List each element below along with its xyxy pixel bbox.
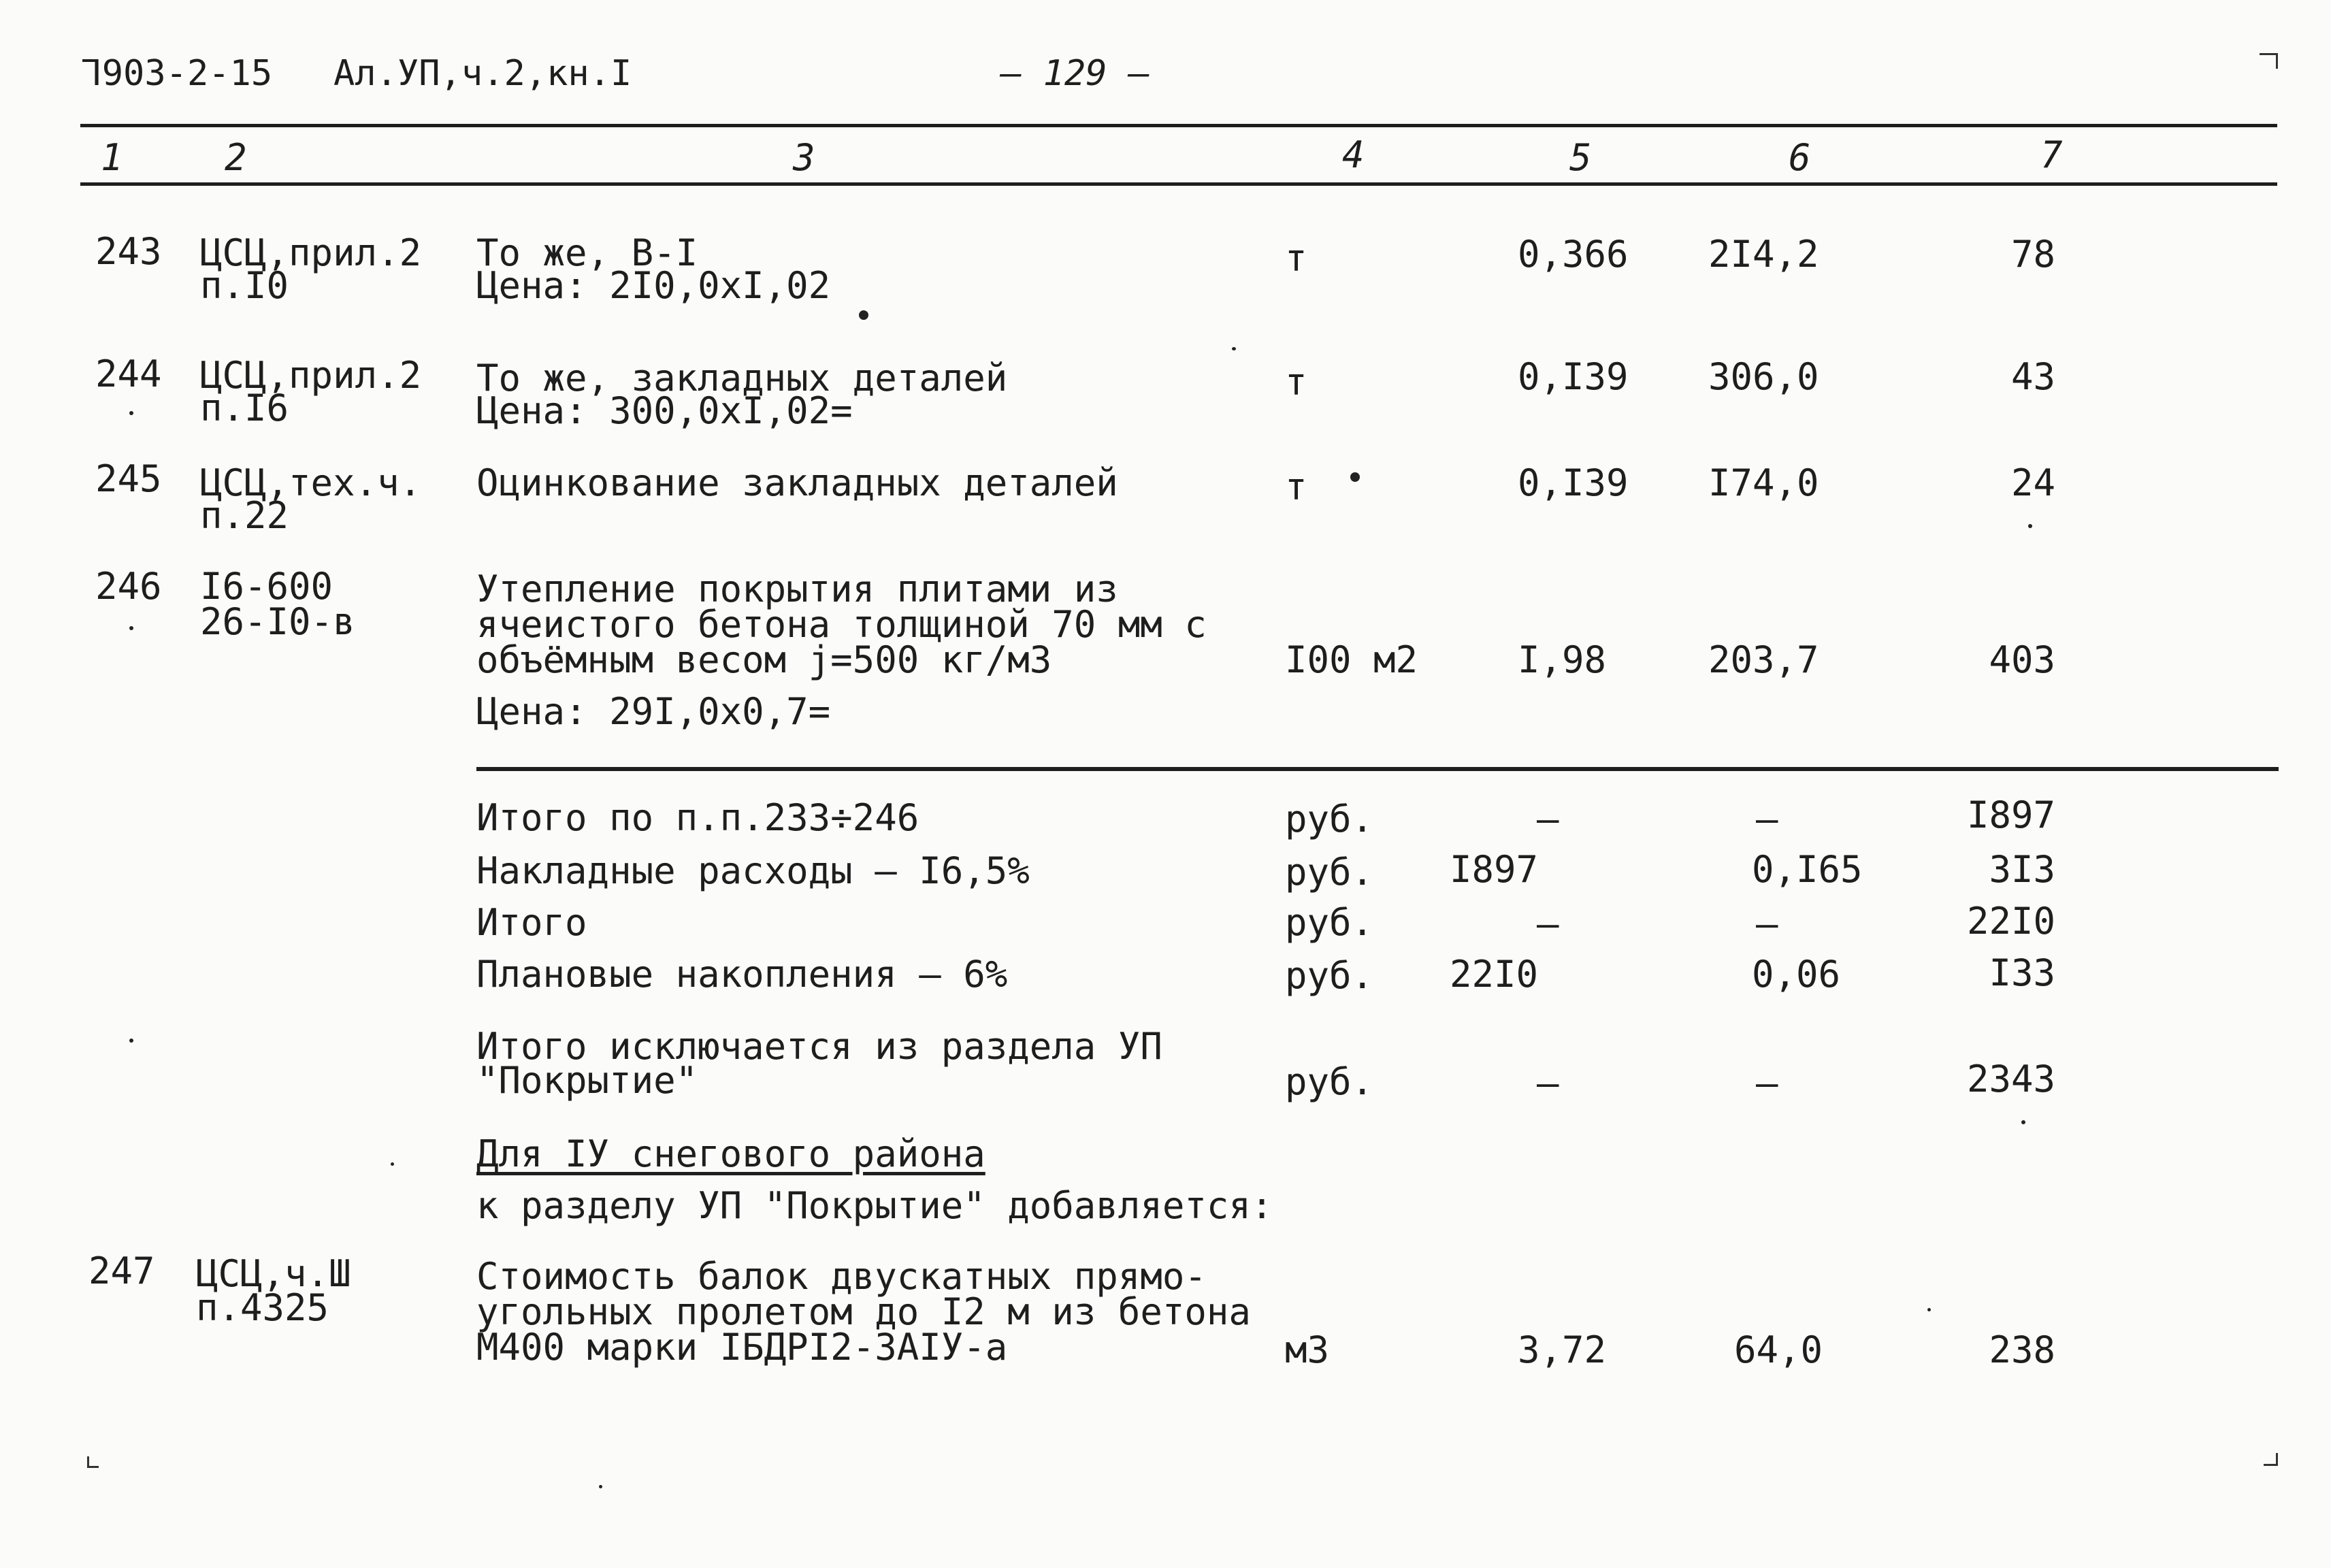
row-number: 245 [95,457,162,500]
scan-speck [129,411,133,415]
reference-line: п.4325 [196,1286,329,1329]
scan-speck [2028,524,2032,528]
excluded-label: Итого исключается из раздела УП [476,1025,1162,1068]
price-cell: 64,0 [1734,1328,1823,1371]
quantity-cell: 0,I39 [1518,461,1629,504]
excluded-unit: руб. [1285,1060,1374,1103]
description-line: Цена: 2I0,0xI,02 [476,264,831,307]
summary-unit: руб. [1285,954,1374,997]
column-header-7: 7 [2040,133,2063,176]
description-line: Утепление покрытия плитами из [476,568,1118,610]
corner-mark-bottom-right [2264,1453,2278,1466]
summary-rate: 0,06 [1752,953,1841,996]
total-cell: 24 [2010,461,2055,504]
summary-unit: руб. [1285,798,1374,840]
column-header-2: 2 [225,136,247,179]
reference-line: ЦСЦ,прил.2 [200,231,422,274]
scan-speck [129,1039,133,1043]
excluded-dash-col5: – [1537,1062,1559,1105]
description-line: То же, В-I [476,231,698,274]
description-line: То же, закладных деталей [476,357,1008,399]
unit-cell: т [1285,237,1307,280]
unit-cell: т [1285,361,1307,404]
page-number: – 129 – [1000,53,1150,94]
summary-base: 22I0 [1450,953,1539,996]
quantity-cell: 0,I39 [1518,355,1629,398]
summary-total: 3I3 [1989,848,2055,891]
summary-total: 22I0 [1966,900,2055,943]
total-cell: 403 [1989,638,2055,681]
reference-line: п.I0 [200,264,289,307]
reference-line: I6-600 [200,565,333,608]
description-line: Стоимость балок двускатных прямо- [476,1255,1207,1298]
column-header-4: 4 [1342,133,1365,176]
reference-line: ЦСЦ,прил.2 [200,354,422,397]
price-cell: 2I4,2 [1708,233,1819,276]
description-line: Цена: 300,0xI,02= [476,389,853,432]
header-bottom-rule [80,182,2277,186]
unit-cell: I00 м2 [1285,638,1418,681]
row-number: 244 [95,353,162,395]
section-subheading: к разделу УП "Покрытие" добавляется: [476,1184,1273,1227]
column-header-3: 3 [793,136,815,179]
description-line: угольных пролетом до I2 м из бетона [476,1290,1251,1333]
price-cell: 306,0 [1708,355,1819,398]
reference-line: ЦСЦ,тех.ч. [200,461,422,504]
row-number: 247 [88,1250,155,1292]
quantity-cell: 0,366 [1518,233,1629,276]
excluded-label: "Покрытие" [476,1059,698,1102]
total-cell: 78 [2010,233,2055,276]
header-top-rule [80,124,2277,127]
album-reference: Ал.УП,ч.2,кн.I [333,53,632,94]
summary-dash-col5: – [1537,902,1559,945]
row-number: 243 [95,230,162,273]
scan-speck [391,1162,394,1166]
description-line: М400 марки IБДРI2-3АIУ-а [476,1326,1008,1369]
scan-speck [1232,347,1236,350]
summary-label: Итого [476,901,587,944]
document-code: ᒣ903-2-15 [80,53,273,94]
section-heading: Для IУ снегового района [476,1132,985,1175]
excluded-dash-col6: – [1756,1062,1778,1105]
reference-line: п.I6 [200,387,289,429]
quantity-cell: 3,72 [1518,1328,1607,1371]
section-divider [476,767,2279,771]
unit-cell: т [1285,466,1307,508]
row-number: 246 [95,565,162,608]
summary-label: Накладные расходы – I6,5% [476,849,1030,892]
scan-speck [599,1485,602,1488]
summary-total: I33 [1989,951,2055,994]
corner-mark-bottom-left [87,1456,99,1468]
description-line: объёмным весом ϳ=500 кг/м3 [476,638,1052,681]
column-header-6: 6 [1789,136,1811,179]
total-cell: 43 [2010,355,2055,398]
scan-speck [1927,1308,1931,1311]
description-line: Оцинкование закладных деталей [476,461,1118,504]
corner-mark-top-right [2260,53,2278,69]
description-line: Цена: 29I,0x0,7= [476,690,831,733]
quantity-cell: I,98 [1518,638,1607,681]
summary-label: Итого по п.п.233÷246 [476,796,919,839]
summary-dash-col6: – [1756,902,1778,945]
price-cell: 203,7 [1708,638,1819,681]
description-line: ячеистого бетона толщиной 70 мм с [476,603,1207,646]
column-header-1: 1 [101,136,123,179]
summary-unit: руб. [1285,901,1374,944]
summary-base: I897 [1450,848,1539,891]
summary-total: I897 [1966,794,2055,836]
excluded-total: 2343 [1966,1058,2055,1100]
column-header-5: 5 [1569,136,1592,179]
reference-line: п.22 [200,494,289,537]
summary-unit: руб. [1285,851,1374,894]
price-cell: I74,0 [1708,461,1819,504]
summary-dash-col6: – [1756,798,1778,840]
summary-label: Плановые накопления – 6% [476,953,1008,996]
scan-speck [1350,472,1360,482]
summary-rate: 0,I65 [1752,848,1863,891]
unit-cell: м3 [1285,1328,1330,1371]
summary-dash-col5: – [1537,798,1559,840]
reference-line: ЦСЦ,ч.Ш [196,1252,351,1295]
scan-speck [859,310,868,320]
reference-line: 26-I0-в [200,600,355,643]
scan-speck [2021,1120,2025,1124]
total-cell: 238 [1989,1328,2055,1371]
scan-speck [129,626,133,630]
